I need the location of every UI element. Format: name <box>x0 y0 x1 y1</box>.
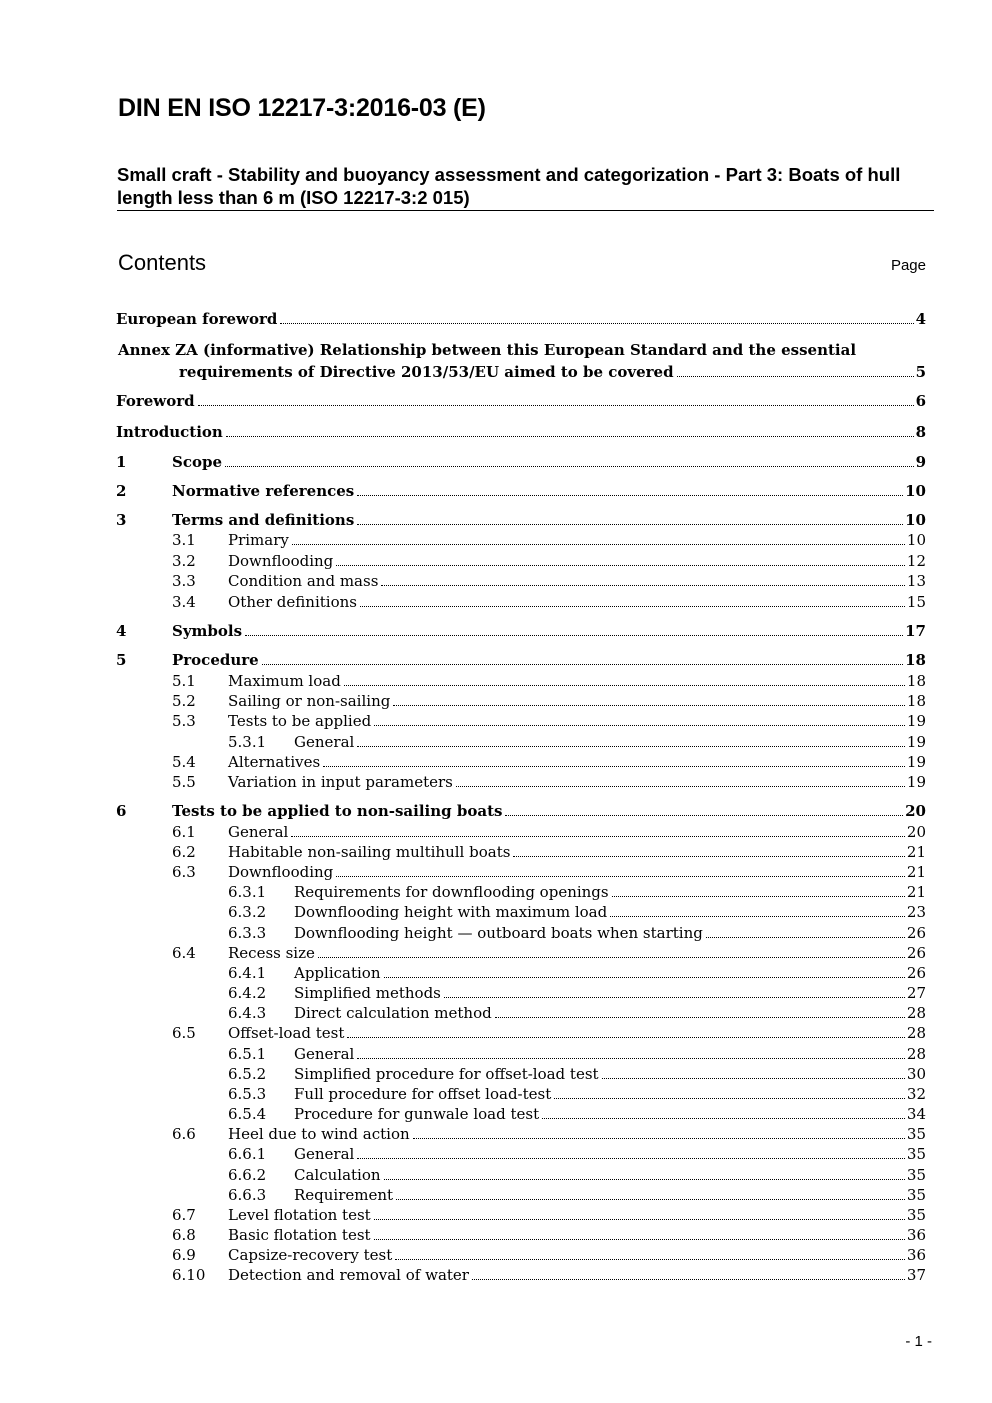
toc-entry-number: 5.3 <box>172 712 196 730</box>
toc-leader-dots <box>344 685 905 686</box>
toc-entry-title: Downflooding height — outboard boats when starting <box>294 924 703 942</box>
toc-entry-title: Tests to be applied to non-sailing boats <box>172 802 503 820</box>
toc-entry-page: 36 <box>906 1226 926 1244</box>
toc-entry-page: 10 <box>905 511 926 529</box>
toc-leader-dots <box>374 725 905 726</box>
toc-entry[interactable] <box>0 1185 992 1205</box>
toc-entry-title: Foreword <box>116 392 195 410</box>
toc-entry-page: 35 <box>906 1125 926 1143</box>
toc-entry-title: Full procedure for offset load-test <box>294 1085 552 1103</box>
toc-leader-dots <box>612 896 905 897</box>
toc-entry-page: 37 <box>906 1266 926 1284</box>
toc-entry[interactable] <box>0 551 992 571</box>
toc-leader-dots <box>357 746 905 747</box>
toc-entry[interactable] <box>0 732 992 752</box>
toc-entry-number: 6.4.3 <box>228 1004 267 1022</box>
toc-entry[interactable] <box>0 1023 992 1043</box>
toc-entry-title: General <box>294 1145 355 1163</box>
toc-entry-title: Simplified procedure for offset-load test <box>294 1065 599 1083</box>
toc-entry-number: 6.4.1 <box>228 964 267 982</box>
toc-entry-page: 26 <box>906 924 926 942</box>
toc-entry[interactable] <box>0 1084 992 1104</box>
toc-entry-page: 4 <box>915 310 926 328</box>
toc-leader-dots <box>374 1219 905 1220</box>
toc-entry-title: Downflooding <box>228 552 334 570</box>
toc-entry-number: 5.2 <box>172 692 196 710</box>
toc-entry[interactable] <box>0 983 992 1003</box>
toc-entry-title: Terms and definitions <box>172 511 355 529</box>
toc-entry-title: Calculation <box>294 1166 381 1184</box>
toc-entry-page: 17 <box>905 622 926 640</box>
toc-entry[interactable] <box>0 1144 992 1164</box>
toc-entry-number: 4 <box>116 622 127 640</box>
toc-entry-page: 18 <box>906 672 926 690</box>
toc-entry[interactable] <box>0 862 992 882</box>
toc-entry[interactable] <box>0 1104 992 1124</box>
toc-entry-page: 28 <box>906 1004 926 1022</box>
toc-entry[interactable] <box>0 530 992 550</box>
page-column-heading: Page <box>890 257 926 274</box>
toc-entry-title: Application <box>294 964 381 982</box>
toc-leader-dots <box>456 786 905 787</box>
toc-entry[interactable] <box>0 452 992 472</box>
toc-entry-page: 18 <box>906 692 926 710</box>
toc-entry[interactable] <box>0 1064 992 1084</box>
toc-entry[interactable] <box>0 963 992 983</box>
toc-leader-dots <box>280 323 913 324</box>
toc-entry-number: 6.6 <box>172 1125 196 1143</box>
toc-entry-page: 21 <box>906 883 926 901</box>
toc-entry-page: 35 <box>906 1145 926 1163</box>
toc-entry[interactable] <box>0 902 992 922</box>
toc-entry-title: General <box>294 733 355 751</box>
toc-leader-dots <box>602 1078 905 1079</box>
toc-leader-dots <box>245 635 903 636</box>
toc-entry-page: 19 <box>906 753 926 771</box>
toc-entry-title: Other definitions <box>228 593 357 611</box>
toc-leader-dots <box>444 997 905 998</box>
toc-leader-dots <box>384 977 905 978</box>
toc-entry[interactable] <box>0 943 992 963</box>
toc-entry-page: 35 <box>906 1206 926 1224</box>
toc-entry-title: Primary <box>228 531 289 549</box>
toc-entry-page: 15 <box>906 593 926 611</box>
toc-entry[interactable] <box>0 1265 992 1285</box>
toc-entry[interactable] <box>0 691 992 711</box>
toc-entry-title: Tests to be applied <box>228 712 372 730</box>
toc-entry-title: Recess size <box>228 944 315 962</box>
toc-leader-dots <box>357 495 903 496</box>
toc-entry-title: Symbols <box>172 622 243 640</box>
toc-entry-title: Simplified methods <box>294 984 441 1002</box>
toc-entry-title: European foreword <box>116 310 278 328</box>
toc-entry[interactable] <box>0 1124 992 1144</box>
toc-entry-page: 32 <box>906 1085 926 1103</box>
annex-za-title: Annex ZA (informative) Relationship between this European Standard and the essential <box>118 341 857 359</box>
toc-entry[interactable] <box>0 510 992 530</box>
toc-entry-title: Downflooding height with maximum load <box>294 903 608 921</box>
toc-entry[interactable] <box>0 391 992 411</box>
document-title: DIN EN ISO 12217-3:2016-03 (E) <box>118 94 486 122</box>
toc-entry-page: 12 <box>906 552 926 570</box>
toc-entry-title: General <box>294 1045 355 1063</box>
toc-leader-dots <box>381 585 905 586</box>
toc-entry[interactable] <box>0 1205 992 1225</box>
toc-leader-dots <box>393 705 905 706</box>
page-number: - 1 - <box>905 1333 932 1350</box>
toc-entry-page: 30 <box>906 1065 926 1083</box>
toc-entry[interactable] <box>0 621 992 641</box>
toc-entry-title: Variation in input parameters <box>228 773 453 791</box>
document-subtitle: Small craft - Stability and buoyancy assessment and categorization - Part 3: Boats of hull length less than 6 m (ISO 12217-3:2 015) <box>117 164 901 208</box>
toc-entry-number: 5.5 <box>172 773 196 791</box>
toc-entry-number: 3.4 <box>172 593 196 611</box>
toc-entry-title: Procedure for gunwale load test <box>294 1105 540 1123</box>
toc-entry-number: 6.3.1 <box>228 883 267 901</box>
toc-leader-dots <box>413 1138 905 1139</box>
toc-entry-page: 6 <box>915 392 926 410</box>
toc-leader-dots <box>677 376 914 377</box>
toc-leader-dots <box>225 466 914 467</box>
toc-entry-title: Habitable non-sailing multihull boats <box>228 843 511 861</box>
toc-entry-page: 20 <box>905 802 926 820</box>
toc-entry-page: 10 <box>905 482 926 500</box>
toc-entry-number: 6.3.2 <box>228 903 267 921</box>
toc-leader-dots <box>384 1179 905 1180</box>
toc-entry-title: Level flotation test <box>228 1206 371 1224</box>
toc-leader-dots <box>513 856 904 857</box>
toc-entry-number: 6.6.2 <box>228 1166 267 1184</box>
toc-entry-page: 13 <box>906 572 926 590</box>
toc-entry-number: 5.3.1 <box>228 733 267 751</box>
toc-entry-page: 19 <box>906 733 926 751</box>
toc-leader-dots <box>554 1098 905 1099</box>
toc-entry[interactable] <box>0 711 992 731</box>
toc-leader-dots <box>318 957 905 958</box>
toc-entry-title: Condition and mass <box>228 572 379 590</box>
toc-entry-number: 6.5 <box>172 1024 196 1042</box>
toc-entry-page: 5 <box>915 363 926 381</box>
toc-entry-number: 6.6.1 <box>228 1145 267 1163</box>
toc-entry-page: 9 <box>915 453 926 471</box>
toc-entry-title: Sailing or non-sailing <box>228 692 391 710</box>
toc-entry-title: Maximum load <box>228 672 341 690</box>
toc-entry-number: 5.4 <box>172 753 196 771</box>
toc-entry-number: 6.3 <box>172 863 196 881</box>
toc-entry-page: 19 <box>906 773 926 791</box>
toc-leader-dots <box>226 436 914 437</box>
toc-leader-dots <box>396 1199 905 1200</box>
toc-leader-dots <box>357 1158 905 1159</box>
toc-leader-dots <box>395 1259 905 1260</box>
toc-entry[interactable] <box>0 1044 992 1064</box>
toc-leader-dots <box>347 1037 905 1038</box>
toc-entry[interactable] <box>0 772 992 792</box>
toc-entry[interactable] <box>0 1245 992 1265</box>
toc-entry-page: 21 <box>906 863 926 881</box>
toc-entry-page: 19 <box>906 712 926 730</box>
toc-leader-dots <box>262 664 903 665</box>
toc-leader-dots <box>610 916 905 917</box>
toc-leader-dots <box>336 565 905 566</box>
toc-entry[interactable] <box>0 1225 992 1245</box>
toc-entry[interactable] <box>0 801 992 821</box>
toc-entry-page: 36 <box>906 1246 926 1264</box>
toc-entry-number: 6 <box>116 802 127 820</box>
toc-leader-dots <box>495 1017 905 1018</box>
toc-entry-number: 6.5.1 <box>228 1045 267 1063</box>
toc-entry[interactable] <box>0 362 992 382</box>
toc-entry-title: Normative references <box>172 482 355 500</box>
contents-heading: Contents <box>118 250 207 275</box>
toc-entry-number: 6.1 <box>172 823 196 841</box>
toc-entry-title: Requirement <box>294 1186 394 1204</box>
toc-entry-title: Offset-load test <box>228 1024 345 1042</box>
toc-entry-number: 5.1 <box>172 672 196 690</box>
toc-leader-dots <box>542 1118 905 1119</box>
toc-entry-number: 5 <box>116 651 127 669</box>
toc-leader-dots <box>357 524 903 525</box>
toc-leader-dots <box>357 1058 905 1059</box>
toc-entry-number: 6.10 <box>172 1266 206 1284</box>
toc-entry[interactable] <box>0 592 992 612</box>
toc-entry-title: Requirements for downflooding openings <box>294 883 609 901</box>
toc-entry[interactable] <box>0 309 992 329</box>
toc-leader-dots <box>505 815 903 816</box>
toc-entry[interactable] <box>0 481 992 501</box>
toc-entry-number: 6.5.3 <box>228 1085 267 1103</box>
toc-entry[interactable] <box>0 1003 992 1023</box>
toc-entry-page: 34 <box>906 1105 926 1123</box>
toc-entry-title: Detection and removal of water <box>228 1266 469 1284</box>
toc-leader-dots <box>292 544 905 545</box>
toc-entry-page: 20 <box>906 823 926 841</box>
toc-entry-number: 6.5.4 <box>228 1105 267 1123</box>
toc-entry-page: 8 <box>915 423 926 441</box>
toc-entry-title: requirements of Directive 2013/53/EU aimed to be covered <box>179 363 674 381</box>
toc-entry-number: 6.4.2 <box>228 984 267 1002</box>
toc-entry-number: 1 <box>116 453 127 471</box>
toc-entry-title: Basic flotation test <box>228 1226 371 1244</box>
toc-entry-number: 6.7 <box>172 1206 196 1224</box>
toc-entry-number: 3.2 <box>172 552 196 570</box>
toc-entry-page: 35 <box>906 1186 926 1204</box>
toc-leader-dots <box>374 1239 905 1240</box>
toc-entry-number: 6.8 <box>172 1226 196 1244</box>
toc-entry-number: 6.6.3 <box>228 1186 267 1204</box>
toc-entry-number: 6.4 <box>172 944 196 962</box>
toc-entry-title: Direct calculation method <box>294 1004 492 1022</box>
toc-entry[interactable] <box>0 650 992 670</box>
toc-entry-page: 27 <box>906 984 926 1002</box>
toc-entry-page: 26 <box>906 944 926 962</box>
toc-entry[interactable] <box>0 1165 992 1185</box>
toc-entry-title: Downflooding <box>228 863 334 881</box>
toc-leader-dots <box>336 876 905 877</box>
toc-entry-page: 26 <box>906 964 926 982</box>
toc-entry-title: Scope <box>172 453 223 471</box>
toc-entry[interactable] <box>0 923 992 943</box>
toc-leader-dots <box>472 1279 905 1280</box>
toc-entry-number: 6.9 <box>172 1246 196 1264</box>
toc-entry-title: Alternatives <box>228 753 321 771</box>
toc-entry-title: Capsize-recovery test <box>228 1246 393 1264</box>
toc-entry-page: 21 <box>906 843 926 861</box>
toc-entry-title: General <box>228 823 289 841</box>
toc-entry-page: 35 <box>906 1166 926 1184</box>
toc-entry-page: 10 <box>906 531 926 549</box>
toc-entry-title: Procedure <box>172 651 259 669</box>
toc-entry[interactable] <box>0 752 992 772</box>
toc-entry-number: 3.1 <box>172 531 196 549</box>
toc-entry-page: 18 <box>905 651 926 669</box>
toc-entry-page: 28 <box>906 1024 926 1042</box>
toc-entry[interactable] <box>0 571 992 591</box>
toc-entry-number: 6.2 <box>172 843 196 861</box>
toc-entry-page: 23 <box>906 903 926 921</box>
toc-entry[interactable] <box>0 671 992 691</box>
toc-entry-title: Introduction <box>116 423 223 441</box>
toc-leader-dots <box>198 405 914 406</box>
toc-entry-number: 6.5.2 <box>228 1065 267 1083</box>
toc-entry-number: 6.3.3 <box>228 924 267 942</box>
toc-entry-title: Heel due to wind action <box>228 1125 410 1143</box>
toc-leader-dots <box>323 766 905 767</box>
toc-entry-number: 3.3 <box>172 572 196 590</box>
toc-leader-dots <box>706 937 905 938</box>
toc-entry[interactable] <box>0 882 992 902</box>
toc-entry-page: 28 <box>906 1045 926 1063</box>
toc-entry[interactable] <box>0 822 992 842</box>
toc-entry-number: 2 <box>116 482 127 500</box>
toc-leader-dots <box>291 836 905 837</box>
toc-entry[interactable] <box>0 422 992 442</box>
toc-leader-dots <box>360 606 905 607</box>
toc-entry[interactable] <box>0 842 992 862</box>
toc-entry-number: 3 <box>116 511 127 529</box>
